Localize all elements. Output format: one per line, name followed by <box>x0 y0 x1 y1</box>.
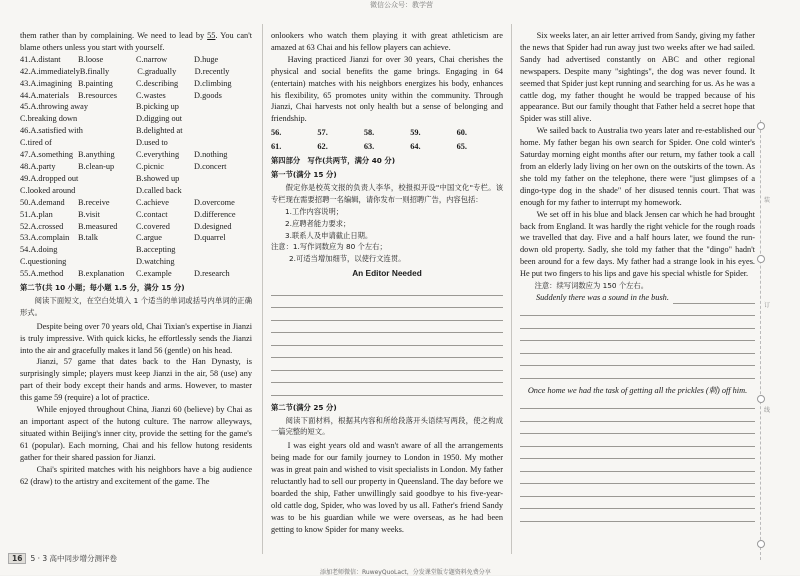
option-text: B.loose <box>78 54 104 64</box>
writing-line[interactable] <box>520 397 755 410</box>
option-text: 51.A.plan <box>20 209 53 219</box>
option-text: B.explanation <box>78 269 125 279</box>
column-2 <box>271 30 503 536</box>
option-text: B.anything <box>78 150 115 160</box>
option-text: D.difference <box>194 209 236 219</box>
option-text: B.clean-up <box>78 161 115 171</box>
option-text: 48.A.party <box>20 161 56 171</box>
option-text: 49.A.dropped out <box>20 173 79 183</box>
writing-lines <box>271 283 503 396</box>
writing-line[interactable] <box>520 304 755 317</box>
option-text: 44.A.materials <box>20 90 69 100</box>
continuation-start-1: Suddenly there was a sound in the bush. <box>520 292 755 304</box>
option-row <box>20 137 252 149</box>
option-text: B.resources <box>78 90 117 100</box>
option-text: D.quarrel <box>194 233 226 243</box>
writing-line[interactable] <box>271 283 503 296</box>
watermark: 微信公众号：教学营 <box>370 1 433 9</box>
option-text: D.overcome <box>194 197 235 207</box>
writing-lines <box>520 304 755 379</box>
story-paragraph: We set off in his blue and black Jensen car which he had brought back from England. It was hardly the right vehicle for the rough roads we travelled that day. Five and a half hours later, we found the run-down old property. Sadly, she told my father that the "dingo" hadn't been around for a few days. My father had a strange look in his eyes. He put two fingers to his lips and gave his special whistle for Spider. <box>520 209 755 279</box>
side-label: 装 <box>764 197 771 204</box>
option-text: 50.A.demand <box>20 197 65 207</box>
sec1-item: 2.应聘者能力要求； <box>285 218 351 228</box>
option-text: C.wastes <box>136 90 166 100</box>
passage-paragraph: Despite being over 70 years old, Chai Tixian's expertise in Jianzi is truly impressive. With quick kicks, he effortlessly sends the Jianzi into the air and gracefully makes it land 56 (gentle) on his head. <box>20 321 252 355</box>
option-text: D.goods <box>194 90 222 100</box>
option-text: 47.A.something <box>20 150 74 160</box>
passage-paragraph: Jianzi, 57 game that dates back to the Han Dynasty, is surprisingly simple; players must keep Jianzi in the air, 58 (use) any part of their body except their hands and arms. However, to master this game 59 (require) a lot of practice. <box>20 357 252 403</box>
option-text: B.showed up <box>136 173 180 183</box>
option-text: 43.A.imagining <box>20 78 73 88</box>
word-count-note: 注意：续写词数应为 150 个左右。 <box>534 281 649 291</box>
writing-line[interactable] <box>520 509 755 522</box>
editor-title: An Editor Needed <box>352 268 422 279</box>
side-label: 订 <box>764 302 771 309</box>
note: 注意：1.写作词数应为 80 个左右； <box>271 242 387 252</box>
option-row <box>20 197 252 209</box>
column-1 <box>20 30 252 487</box>
sec1-item: 1.工作内容说明； <box>285 206 344 216</box>
option-text: 54.A.doing <box>20 245 58 255</box>
option-row <box>20 173 252 185</box>
option-text: D.watching <box>136 257 175 267</box>
writing-line[interactable] <box>520 447 755 460</box>
option-row <box>20 113 252 125</box>
option-text: D.recently <box>194 66 230 76</box>
option-text: D.digging out <box>136 114 183 124</box>
writing-line[interactable] <box>520 354 755 367</box>
writing-line[interactable] <box>520 409 755 422</box>
writing-line[interactable] <box>520 316 755 329</box>
writing-line[interactable] <box>271 383 503 396</box>
option-text: C.tired of <box>20 138 52 148</box>
sec1-title: 第一节(满分 15 分) <box>271 169 337 179</box>
option-text: C.covered <box>136 221 170 231</box>
option-row <box>20 149 252 161</box>
writing-line[interactable] <box>271 358 503 371</box>
option-text: B.delighted at <box>136 126 183 136</box>
option-text: C.picnic <box>136 161 164 171</box>
option-text: D.concert <box>194 161 227 171</box>
footer <box>8 553 117 564</box>
footer-notice: 添加老师微信：RuweyQuoLact，分发课堂版专题资料免费分享 <box>320 569 491 576</box>
option-text: C.everything <box>136 150 180 160</box>
option-text: B.visit <box>78 209 100 219</box>
option-row <box>20 54 252 66</box>
passage-paragraph: Chai's spirited matches with his neighbors have a big audience 62 (draw) to the artistry and excitement of the game. The <box>20 464 252 486</box>
option-text: B.measured <box>78 221 118 231</box>
option-text: B.accepting <box>136 245 176 255</box>
option-text: 52.A.crossed <box>20 221 64 231</box>
options-list <box>20 54 252 280</box>
story-paragraph: We sailed back to Australia two years later and re-established our home. My father began his own search for Spider. One cold winter's Saturday morning eight months after our return, my father took a call from an elderly lady living on her own on the outskirts of the town. As she told my father on the telephone, there were "just glimpses of a dingo-type dog in the shade" of her disused tennis court. That was enough for my father to interrupt my homework. <box>520 126 755 207</box>
passage-paragraph: While enjoyed throughout China, Jianzi 60 (believe) by Chai as an important aspect of the hutong culture. The narrow alleyways, situated within Beijing's inner city, provide the setting for the game's 61 (popular). Each morning, Chai and his fellow hutong residents gather for their shared passion for Jianzi. <box>20 405 252 462</box>
option-text: B.painting <box>78 78 113 88</box>
option-text: C.describing <box>136 78 179 88</box>
option-row <box>20 244 252 256</box>
option-text: C.achieve <box>136 197 169 207</box>
option-text: C.argue <box>136 233 162 243</box>
option-text: D.nothing <box>194 150 228 160</box>
option-text: 46.A.satisfied with <box>20 126 83 136</box>
story-paragraph: Six weeks later, an air letter arrived from Sandy, giving my father the news that Spider had run away just two weeks after we had sailed. Sandy had advertised constantly on ABC and other regional newspapers. Despite many "sightings", the dog was never found. It seemed that Spider just kept running and searching for us. As he was a cattle dog, my father thought he would be trapped because of his appearance. But our family thought that Father held a secret hope that Spider was still alive. <box>520 31 755 124</box>
option-text: C.questioning <box>20 257 67 267</box>
option-text: B.receive <box>78 197 110 207</box>
intro-text: them rather than by complaining. We need to lead by 55. You can't blame others unless you start with yourself. <box>20 31 253 52</box>
option-text: D.called back <box>136 185 182 195</box>
option-row <box>20 161 252 173</box>
option-row <box>20 232 252 244</box>
option-text: C.example <box>136 269 172 279</box>
passage-paragraph: onlookers who watch them playing it with great athleticism are amazed at 63 Chai and his fellow players can achieve. <box>271 31 503 52</box>
option-row <box>20 101 252 113</box>
binding-line <box>760 120 765 560</box>
option-text: C.gradually <box>137 66 177 76</box>
footer-title: 5 · 3 高中同步增分测评卷 <box>30 554 118 563</box>
sec1-item: 3.联系人及申请截止日期。 <box>285 230 373 240</box>
option-text: B.finally <box>79 66 110 76</box>
column-3 <box>520 30 755 522</box>
option-text: C.looked around <box>20 185 76 195</box>
writing-line[interactable] <box>520 366 755 379</box>
option-row <box>20 66 252 78</box>
option-text: D.climbing <box>194 78 232 88</box>
binding-hole <box>757 395 765 403</box>
option-text: D.research <box>194 269 230 279</box>
continuation-start-2: Once home we had the task of getting all the prickles (刺) off him. <box>527 385 748 395</box>
writing-line[interactable] <box>520 497 755 510</box>
writing-line[interactable] <box>520 341 755 354</box>
option-text: 45.A.throwing away <box>20 102 88 112</box>
sec1-text: 假定你是校英文报的负责人李华，校报拟开设"中国文化"专栏。该专栏现在需要招聘一名编辑，请你发布一则招聘广告，内容包括： <box>271 182 503 204</box>
option-row <box>20 90 252 102</box>
passage-paragraph: Having practiced Jianzi for over 30 years, Chai cherishes the physical and social benefits the game brings. Engaging in 64 (entertain) matches with his neighbors energizes his body, enhances his flexibility, 65 promotes unity within the community. Through Jianzi, Chai harvests not only health but a sense of belonging and friendship. <box>271 54 503 124</box>
option-row <box>20 78 252 90</box>
option-text: C.breaking down <box>20 114 78 124</box>
answer-blanks-row: 61. 62. 63. 64. 65. <box>271 142 467 152</box>
binding-hole <box>757 540 765 548</box>
writing-line[interactable] <box>520 422 755 435</box>
binding-hole <box>757 255 765 263</box>
option-text: 41.A.distant <box>20 54 61 64</box>
writing-lines <box>520 397 755 522</box>
option-row <box>20 209 252 221</box>
writing-line[interactable] <box>520 472 755 485</box>
writing-line[interactable] <box>520 459 755 472</box>
writing-line[interactable] <box>271 333 503 346</box>
option-row <box>20 221 252 233</box>
writing-line[interactable] <box>271 321 503 334</box>
sec2-instructions: 阅读下面材料，根据其内容和所给段落开头语续写两段，使之构成一篇完整的短文。 <box>271 415 503 437</box>
option-text: D.designed <box>194 221 232 231</box>
option-text: D.huge <box>194 54 219 64</box>
column-divider <box>511 24 512 554</box>
option-text: 53.A.complain <box>20 233 70 243</box>
sec2-title: 第二节(满分 25 分) <box>271 402 337 412</box>
option-text: D.used to <box>136 138 168 148</box>
answer-blanks-row: 56. 57. 58. 59. 60. <box>271 128 467 138</box>
option-row <box>20 125 252 137</box>
note: 2.可适当增加细节，以使行文连贯。 <box>289 254 406 264</box>
section2-instructions: 阅读下面短文，在空白处填入 1 个适当的单词或括号内单词的正确形式。 <box>20 295 252 317</box>
writing-line[interactable] <box>520 434 755 447</box>
option-text: 55.A.method <box>20 269 64 279</box>
option-text: B.picking up <box>136 102 179 112</box>
writing-line[interactable] <box>271 296 503 309</box>
section2-title: 第二节(共 10 小题；每小题 1.5 分，满分 15 分) <box>20 283 185 293</box>
side-label: 线 <box>764 407 771 414</box>
option-text: 42.A.immediately <box>20 66 80 76</box>
writing-line[interactable] <box>520 484 755 497</box>
page-number: 16 <box>8 553 26 564</box>
writing-line[interactable] <box>271 346 503 359</box>
writing-line[interactable] <box>271 308 503 321</box>
writing-line[interactable] <box>520 329 755 342</box>
story-paragraph: I was eight years old and wasn't aware of all the arrangements being made for our family journey to London in 1950. My mother was in great pain and wished to visit specialists in London. My father reluctantly had to sell our property in Queensland. The day before we boarded the ship, Father unwillingly said goodbye to his five-year-old cattle dog, Spider, who was loved by us all. Father's friend Sandy was to be his guardian while we were overseas, as he had been getting to know Spider for many weeks. <box>271 441 503 534</box>
option-row <box>20 256 252 268</box>
option-text: B.talk <box>78 233 99 243</box>
option-text: C.narrow <box>136 54 168 64</box>
option-row <box>20 185 252 197</box>
binding-hole <box>757 122 765 130</box>
option-text: C.contact <box>136 209 168 219</box>
part4-title: 第四部分 写作(共两节，满分 40 分) <box>271 156 396 166</box>
writing-line[interactable] <box>271 371 503 384</box>
column-divider <box>262 24 263 554</box>
option-row <box>20 268 252 280</box>
